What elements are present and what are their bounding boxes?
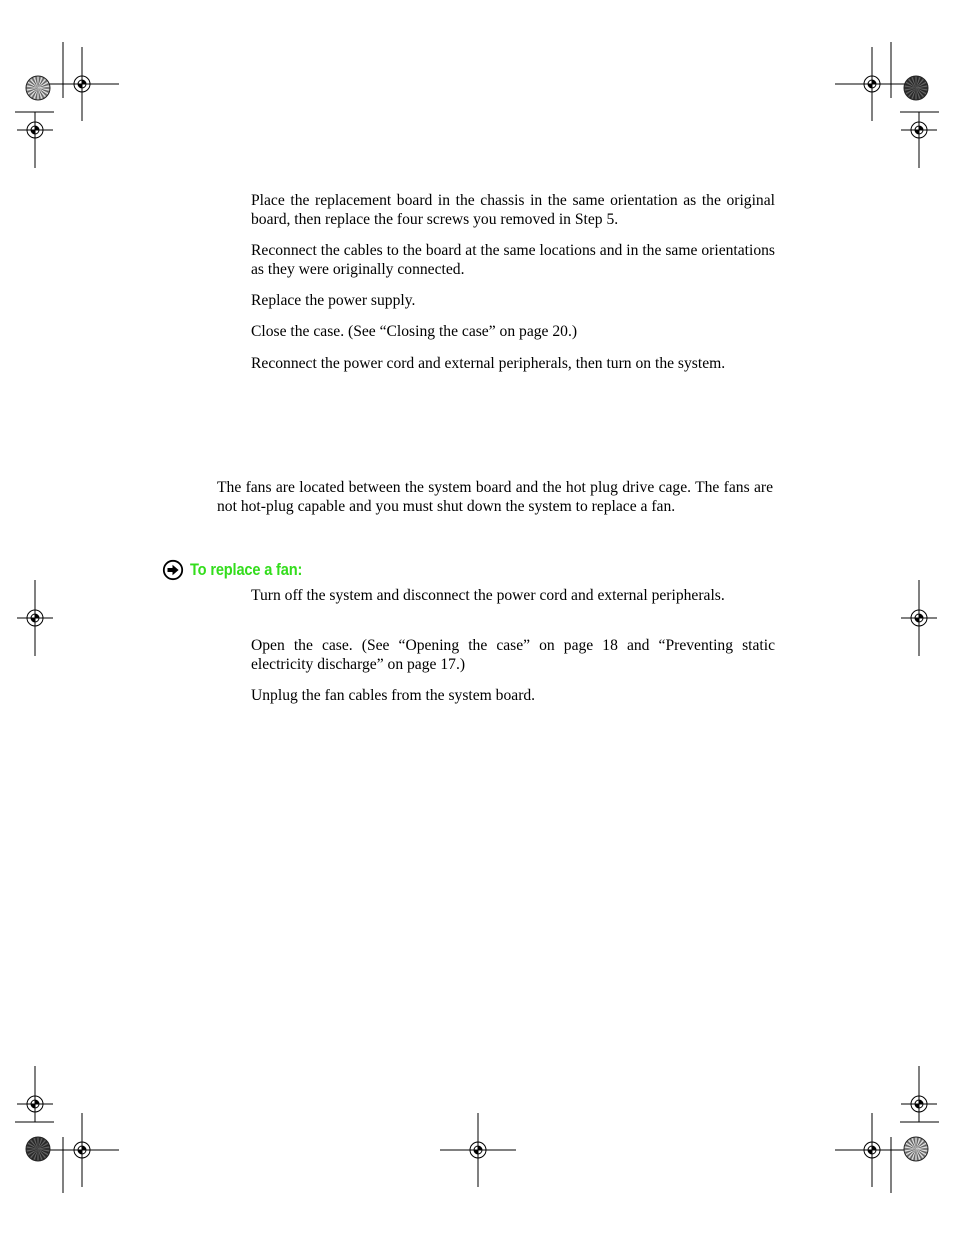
step-unplug-fan-cables: Unplug the fan cables from the system board. xyxy=(251,687,536,704)
registration-target-icon xyxy=(45,1113,119,1187)
procedure-heading xyxy=(162,558,320,582)
color-wheel-icon xyxy=(25,75,51,101)
registration-target-icon xyxy=(17,1066,53,1122)
step-replace-power-supply: Replace the power supply. xyxy=(251,292,416,309)
procedure-title: To replace a fan: xyxy=(190,560,303,579)
registration-target-icon xyxy=(45,47,119,121)
step-place-board: Place the replacement board in the chassis in the same orientation as the original board, then replace the four screws you removed in Step 5. xyxy=(251,192,775,228)
fans-intro-paragraph: The fans are located between the system board and the hot plug drive cage. The fans are not hot-plug capable and you must shut down the system to replace a fan. xyxy=(217,479,773,515)
registration-target-icon xyxy=(901,580,937,656)
color-wheel-icon xyxy=(25,1136,51,1162)
registration-target-icon xyxy=(901,112,937,148)
color-wheel-icon xyxy=(903,1136,929,1162)
registration-target-icon xyxy=(440,1113,516,1187)
color-wheel-icon xyxy=(903,75,929,101)
registration-target-icon xyxy=(835,1113,909,1187)
registration-target-icon xyxy=(17,580,53,656)
step-turn-off-system: Turn off the system and disconnect the power cord and external peripherals. xyxy=(251,587,725,604)
registration-target-icon xyxy=(901,1066,937,1122)
step-reconnect-cables: Reconnect the cables to the board at the same locations and in the same orientations as they were originally connected. xyxy=(251,242,775,278)
registration-target-icon xyxy=(17,112,53,148)
step-reconnect-power: Reconnect the power cord and external peripherals, then turn on the system. xyxy=(251,355,726,372)
registration-target-icon xyxy=(835,47,909,121)
step-close-case: Close the case. (See “Closing the case” on page 20.) xyxy=(251,323,578,340)
arrow-circle-icon xyxy=(162,559,184,581)
step-open-case: Open the case. (See “Opening the case” on page 18 and “Preventing static electricity discharge” on page 17.) xyxy=(251,637,775,673)
